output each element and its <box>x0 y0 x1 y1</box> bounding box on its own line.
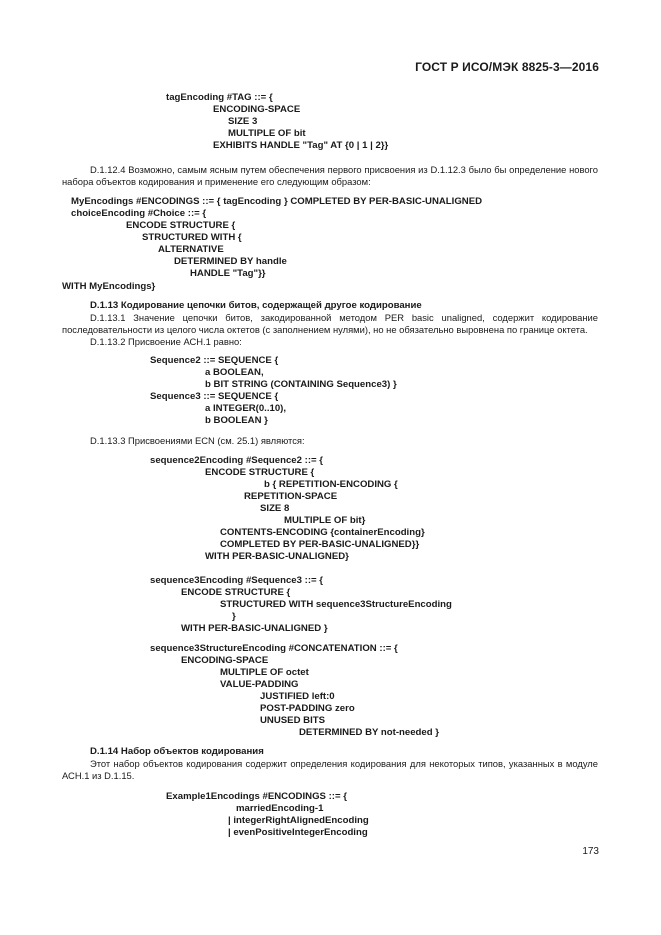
paragraph-d-1-13-3: D.1.13.3 Присвоениями ECN (см. 25.1) являются: <box>90 435 305 446</box>
code-line: UNUSED BITS <box>260 715 326 726</box>
code-line: WITH MyEncodings} <box>62 281 156 292</box>
paragraph-d-1-13-1: D.1.13.1 Значение цепочки битов, закодированной методом PER basic unaligned, содержит кодирование последовательности из целого числа октетов (с заполнением нулями), но не обязательно выровнена по границе октета. <box>62 312 598 335</box>
code-line: Sequence2 ::= SEQUENCE { <box>150 355 279 366</box>
code-line: ENCODE STRUCTURE { <box>205 467 315 478</box>
code-line: ALTERNATIVE <box>158 244 224 255</box>
code-line: b BOOLEAN } <box>205 415 268 426</box>
code-line: SIZE 3 <box>228 116 258 127</box>
code-line: MULTIPLE OF octet <box>220 667 309 678</box>
code-line: sequence3Encoding #Sequence3 ::= { <box>150 575 324 586</box>
code-line: } <box>232 611 236 622</box>
page-number: 173 <box>582 846 599 857</box>
paragraph-d-1-14: Этот набор объектов кодирования содержит определения кодирования для некоторых типов, указанных в модуле АСН.1 из D.1.15. <box>62 758 598 781</box>
code-line: WITH PER-BASIC-UNALIGNED } <box>181 623 328 634</box>
code-line: EXHIBITS HANDLE "Tag" AT {0 | 1 | 2}} <box>213 140 389 151</box>
paragraph-d-1-13-2: D.1.13.2 Присвоение АСН.1 равно: <box>90 336 242 347</box>
code-line: ENCODING-SPACE <box>181 655 269 666</box>
paragraph-d-1-12-4: D.1.12.4 Возможно, самым ясным путем обеспечения первого присвоения из D.1.12.3 было бы определение нового набора объектов кодирования и применение его следующим образом: <box>62 164 598 187</box>
code-line: ENCODING-SPACE <box>213 104 301 115</box>
code-line: tagEncoding #TAG ::= { <box>166 92 273 103</box>
code-line: COMPLETED BY PER-BASIC-UNALIGNED}} <box>220 539 420 550</box>
code-line: | integerRightAlignedEncoding <box>228 815 369 826</box>
code-line: b BIT STRING (CONTAINING Sequence3) } <box>205 379 397 390</box>
code-line: sequence2Encoding #Sequence2 ::= { <box>150 455 324 466</box>
section-heading-d-1-13: D.1.13 Кодирование цепочки битов, содержащей другое кодирование <box>90 300 422 311</box>
code-line: CONTENTS-ENCODING {containerEncoding} <box>220 527 425 538</box>
section-heading-d-1-14: D.1.14 Набор объектов кодирования <box>90 746 264 757</box>
code-line: Sequence3 ::= SEQUENCE { <box>150 391 279 402</box>
code-line: STRUCTURED WITH sequence3StructureEncoding <box>220 599 452 610</box>
code-line: MULTIPLE OF bit <box>228 128 306 139</box>
code-line: MULTIPLE OF bit} <box>284 515 366 526</box>
code-line: STRUCTURED WITH { <box>142 232 242 243</box>
code-line: SIZE 8 <box>260 503 290 514</box>
code-line: b { REPETITION-ENCODING { <box>264 479 398 490</box>
code-line: POST-PADDING zero <box>260 703 355 714</box>
code-line: marriedEncoding-1 <box>236 803 324 814</box>
code-line: a BOOLEAN, <box>205 367 264 378</box>
document-header: ГОСТ Р ИСО/МЭК 8825-3—2016 <box>415 60 599 74</box>
code-line: DETERMINED BY handle <box>174 256 287 267</box>
code-line: JUSTIFIED left:0 <box>260 691 335 702</box>
code-line: WITH PER-BASIC-UNALIGNED} <box>205 551 349 562</box>
code-line: DETERMINED BY not-needed } <box>299 727 440 738</box>
code-line: ENCODE STRUCTURE { <box>181 587 291 598</box>
code-line: HANDLE "Tag"}} <box>190 268 266 279</box>
code-line: ENCODE STRUCTURE { <box>126 220 236 231</box>
code-line: sequence3StructureEncoding #CONCATENATION ::= { <box>150 643 398 654</box>
code-line: VALUE-PADDING <box>220 679 299 690</box>
code-line: MyEncodings #ENCODINGS ::= { tagEncoding } COMPLETED BY PER-BASIC-UNALIGNED <box>71 196 483 207</box>
code-line: REPETITION-SPACE <box>244 491 338 502</box>
code-line: choiceEncoding #Choice ::= { <box>71 208 207 219</box>
code-line: | evenPositiveIntegerEncoding <box>228 827 368 838</box>
code-line: a INTEGER(0..10), <box>205 403 287 414</box>
code-line: Example1Encodings #ENCODINGS ::= { <box>166 791 347 802</box>
